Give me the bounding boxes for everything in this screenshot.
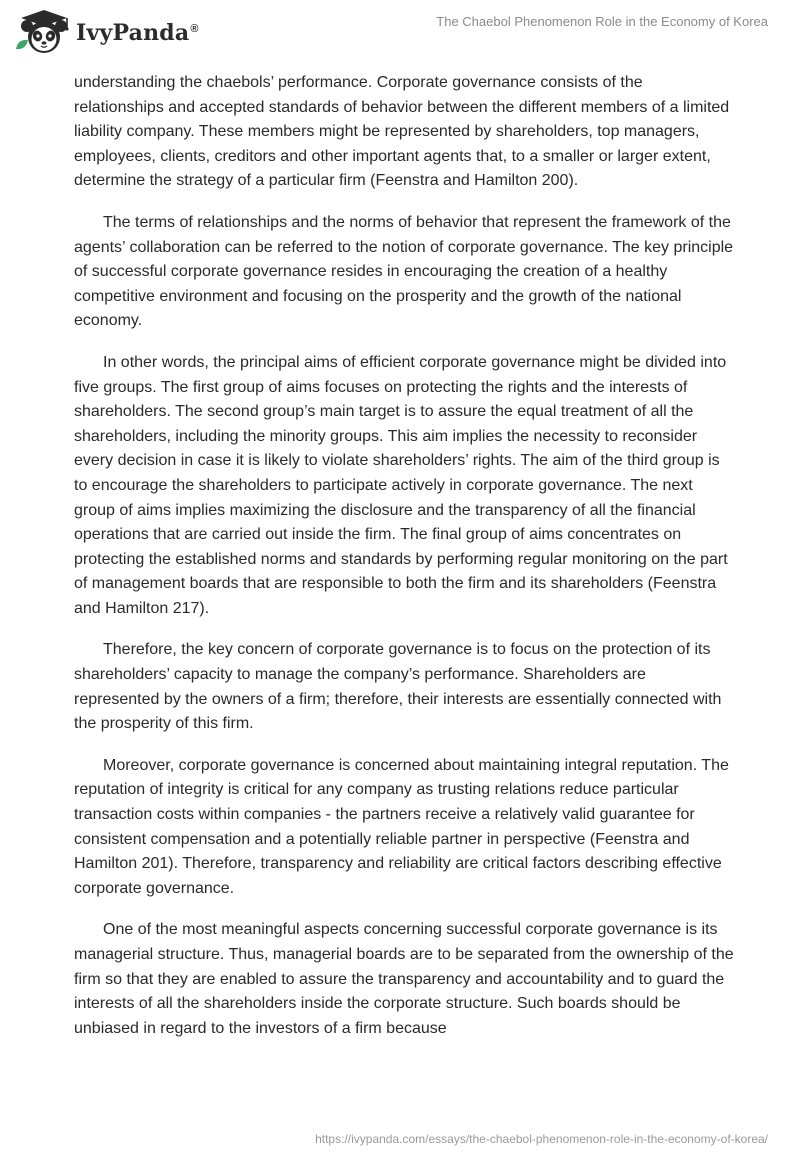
paragraph-1: understanding the chaebols’ performance. Corporate governance consists of the relationships and accepted standards of behavior between the different members of a limited liability company. These members might be represented by shareholders, top managers, employees, clients, creditors and other important agents that, to a smaller or larger extent, determine the strategy of a particular firm (Feenstra and Hamilton 200). <box>74 74 730 190</box>
logo-text: IvyPanda <box>76 20 190 46</box>
page-header <box>0 0 800 64</box>
paragraph-3: In other words, the principal aims of efficient corporate governance might be divided into five groups. The first group of aims focuses on protecting the rights and the interests of shareholders. The second group’s main target is to assure the equal treatment of all the shareholders, including the minority groups. This aim implies the necessity to reconsider every decision in case it is likely to violate shareholders’ rights. The aim of the third group is to encourage the shareholders to participate actively in corporate governance. The next group of aims implies maximizing the disclosure and the transparency of all the financial operations that are carried out inside the firm. The final group of aims concentrates on protecting the established norms and standards by performing regular monitoring on the part of management boards that are responsible to both the firm and its shareholders (Feenstra and Hamilton 217). <box>74 353 728 617</box>
ivypanda-logo[interactable] <box>14 9 214 55</box>
paragraph-4: Therefore, the key concern of corporate governance is to focus on the protection of its shareholders’ capacity to manage the company’s performance. Shareholders are represented by the owners of a firm; therefore, their interests are essentially connected with the prosperity of this firm. <box>74 641 722 733</box>
paragraph-2: The terms of relationships and the norms of behavior that represent the framework of the agents’ collaboration can be referred to the notion of corporate governance. The key principle of successful corporate governance resides in encouraging the creation of a healthy competitive environment and focusing on the prosperity and the growth of the national economy. <box>74 213 734 330</box>
source-url[interactable]: https://ivypanda.com/essays/the-chaebol-phenomenon-role-in-the-economy-of-korea/ <box>315 1132 768 1146</box>
logo-wordmark <box>76 20 199 46</box>
paragraph-6: One of the most meaningful aspects concerning successful corporate governance is its managerial structure. Thus, managerial boards are to be separated from the ownership of the firm so that they are enabled to assure the transparency and accountability and to guard the interests of all the shareholders inside the corporate structure. Such boards should be unbiased in regard to the investors of a firm because <box>74 921 734 1037</box>
document-title: The Chaebol Phenomenon Role in the Economy of Korea <box>436 14 768 29</box>
essay-body <box>74 71 734 1058</box>
paragraph-5: Moreover, corporate governance is concerned about maintaining integral reputation. The reputation of integrity is critical for any company as trusting relations reduce particular transaction costs within companies - the partners receive a relatively valid guarantee for consistent compensation and a potentially reliable partner in perspective (Feenstra and Hamilton 201). Therefore, transparency and reliability are critical factors describing effective corporate governance. <box>74 756 729 897</box>
registered-mark: ® <box>190 22 199 35</box>
panda-graduate-icon <box>14 9 74 55</box>
